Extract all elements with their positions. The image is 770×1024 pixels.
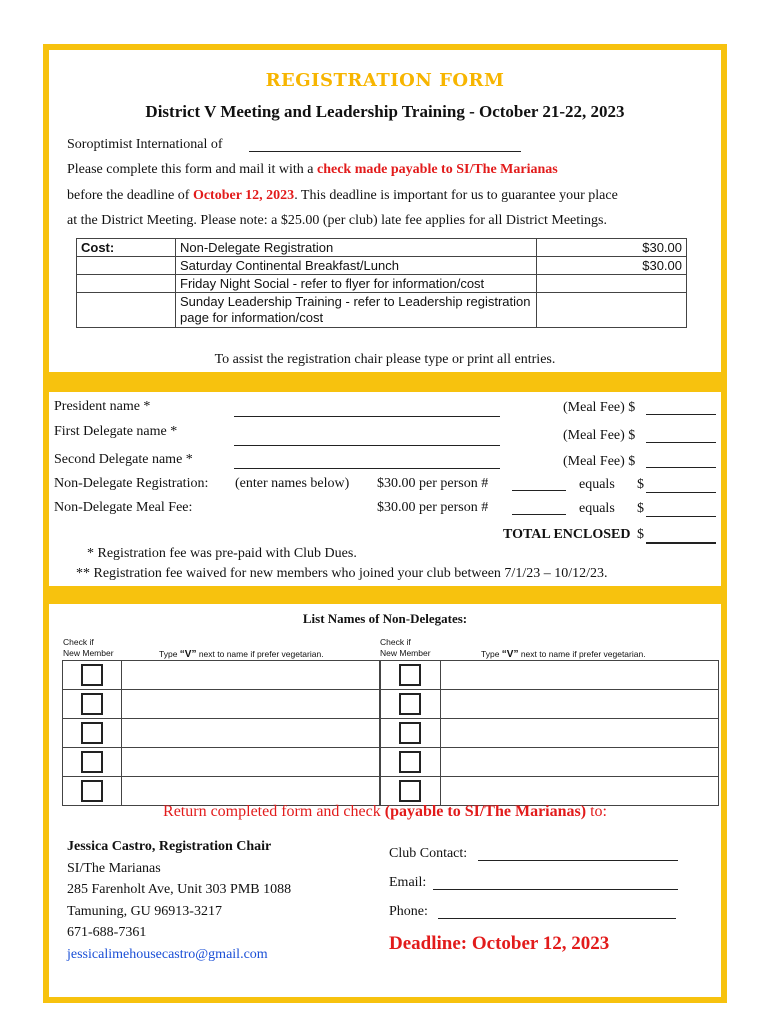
dollar-sign: $ <box>637 527 644 542</box>
cost-empty-cell <box>77 275 176 293</box>
new-member-header-left: Check if New Member <box>63 637 114 658</box>
dollar-sign: $ <box>637 477 644 492</box>
new-member-checkbox[interactable] <box>399 664 421 686</box>
name-entry-field[interactable] <box>122 661 381 690</box>
name-entry-field[interactable] <box>441 777 719 806</box>
total-amount-field[interactable] <box>646 542 716 544</box>
return-instructions: Return completed form and check (payable to SI/The Marianas) to: <box>163 803 607 820</box>
first-delegate-label: First Delegate name * <box>54 424 178 439</box>
first-delegate-meal-fee-field[interactable] <box>646 442 716 443</box>
equals-label: equals <box>579 477 615 492</box>
first-delegate-name-field[interactable] <box>234 445 500 446</box>
new-member-checkbox[interactable] <box>399 751 421 773</box>
prepaid-note: * Registration fee was pre-paid with Club Dues. <box>87 546 357 561</box>
meal-fee-label: (Meal Fee) $ <box>563 400 636 415</box>
nd-reg-label: Non-Delegate Registration: <box>54 476 209 491</box>
new-member-checkbox[interactable] <box>81 664 103 686</box>
city-address: Tamuning, GU 96913-3217 <box>67 903 222 919</box>
president-meal-fee-field[interactable] <box>646 414 716 415</box>
president-label: President name * <box>54 399 151 414</box>
club-name-field[interactable] <box>249 151 521 152</box>
names-table-right <box>379 660 719 806</box>
new-member-cell <box>380 719 441 748</box>
email-label: Email: <box>389 875 427 890</box>
new-member-cell <box>380 661 441 690</box>
new-member-checkbox[interactable] <box>81 751 103 773</box>
cost-price <box>537 293 687 328</box>
email-field[interactable] <box>433 889 678 890</box>
new-member-cell <box>63 719 122 748</box>
intro-line-2: before the deadline of October 12, 2023. This deadline is important for us to guarantee your place <box>67 188 618 203</box>
club-contact-field[interactable] <box>478 860 678 861</box>
new-member-header-right: Check if New Member <box>380 637 431 658</box>
new-member-cell <box>380 777 441 806</box>
new-member-cell <box>63 777 122 806</box>
form-subtitle: District V Meeting and Leadership Training - October 21-22, 2023 <box>145 102 625 121</box>
total-label: TOTAL ENCLOSED <box>503 527 631 542</box>
cost-item: Non-Delegate Registration <box>176 239 537 257</box>
waived-note: ** Registration fee waived for new members who joined your club between 7/1/23 – 10/12/23. <box>76 566 608 581</box>
divider-band <box>49 372 721 392</box>
nd-meal-amount-field[interactable] <box>646 516 716 517</box>
second-delegate-label: Second Delegate name * <box>54 452 193 467</box>
new-member-cell <box>63 661 122 690</box>
second-delegate-name-field[interactable] <box>234 468 500 469</box>
cost-price <box>537 275 687 293</box>
cost-label: Cost: <box>77 239 176 257</box>
cost-price: $30.00 <box>537 239 687 257</box>
new-member-checkbox[interactable] <box>81 693 103 715</box>
vegetarian-header-left: Type “V” next to name if prefer vegetarian. <box>159 649 324 660</box>
name-entry-field[interactable] <box>122 748 381 777</box>
vegetarian-header-right: Type “V” next to name if prefer vegetarian. <box>481 649 646 660</box>
name-entry-field[interactable] <box>122 719 381 748</box>
names-section-title: List Names of Non-Delegates: <box>302 611 468 626</box>
meal-fee-label: (Meal Fee) $ <box>563 454 636 469</box>
new-member-checkbox[interactable] <box>399 722 421 744</box>
meal-fee-label: (Meal Fee) $ <box>563 428 636 443</box>
form-title: REGISTRATION FORM <box>265 70 505 91</box>
intro-line-3: at the District Meeting. Please note: a $25.00 (per club) late fee applies for all District Meetings. <box>67 213 607 228</box>
president-name-field[interactable] <box>234 416 500 417</box>
intro-line-1: Please complete this form and mail it with a check made payable to SI/The Marianas <box>67 162 558 177</box>
nd-meal-label: Non-Delegate Meal Fee: <box>54 500 193 515</box>
name-entry-field[interactable] <box>441 690 719 719</box>
phone-number: 671-688-7361 <box>67 925 147 940</box>
new-member-checkbox[interactable] <box>399 780 421 802</box>
street-address: 285 Farenholt Ave, Unit 303 PMB 1088 <box>67 882 292 897</box>
names-table-left <box>62 660 381 806</box>
name-entry-field[interactable] <box>122 777 381 806</box>
new-member-checkbox[interactable] <box>81 780 103 802</box>
cost-item: Friday Night Social - refer to flyer for information/cost <box>176 275 537 293</box>
cost-item: Sunday Leadership Training - refer to Leadership registration page for information/cost <box>176 293 537 328</box>
equals-label: equals <box>579 501 615 516</box>
assist-note: To assist the registration chair please type or print all entries. <box>214 352 556 367</box>
cost-item: Saturday Continental Breakfast/Lunch <box>176 257 537 275</box>
new-member-cell <box>380 748 441 777</box>
per-person-label: $30.00 per person # <box>377 500 489 515</box>
new-member-cell <box>63 690 122 719</box>
phone-field[interactable] <box>438 918 676 919</box>
cost-table <box>76 238 687 328</box>
per-person-label: $30.00 per person # <box>377 476 489 491</box>
club-contact-label: Club Contact: <box>389 846 468 861</box>
cost-price: $30.00 <box>537 257 687 275</box>
divider-band <box>49 586 721 604</box>
phone-label: Phone: <box>389 904 428 919</box>
chair-name: Jessica Castro, Registration Chair <box>67 839 272 854</box>
dollar-sign: $ <box>637 501 644 516</box>
club-label: Soroptimist International of <box>67 137 223 152</box>
nd-reg-amount-field[interactable] <box>646 492 716 493</box>
enter-names-note: (enter names below) <box>235 476 350 491</box>
email-link[interactable]: jessicalimehousecastro@gmail.com <box>67 946 268 962</box>
cost-empty-cell <box>77 257 176 275</box>
nd-reg-count-field[interactable] <box>512 490 566 491</box>
new-member-cell <box>63 748 122 777</box>
new-member-checkbox[interactable] <box>81 722 103 744</box>
mailing-address <box>67 836 291 965</box>
second-delegate-meal-fee-field[interactable] <box>646 467 716 468</box>
name-entry-field[interactable] <box>441 719 719 748</box>
new-member-checkbox[interactable] <box>399 693 421 715</box>
cost-empty-cell <box>77 293 176 328</box>
new-member-cell <box>380 690 441 719</box>
name-entry-field[interactable] <box>441 661 719 690</box>
nd-meal-count-field[interactable] <box>512 514 566 515</box>
org-name: SI/The Marianas <box>67 860 161 876</box>
name-entry-field[interactable] <box>441 748 719 777</box>
deadline-banner: Deadline: October 12, 2023 <box>389 933 610 954</box>
name-entry-field[interactable] <box>122 690 381 719</box>
